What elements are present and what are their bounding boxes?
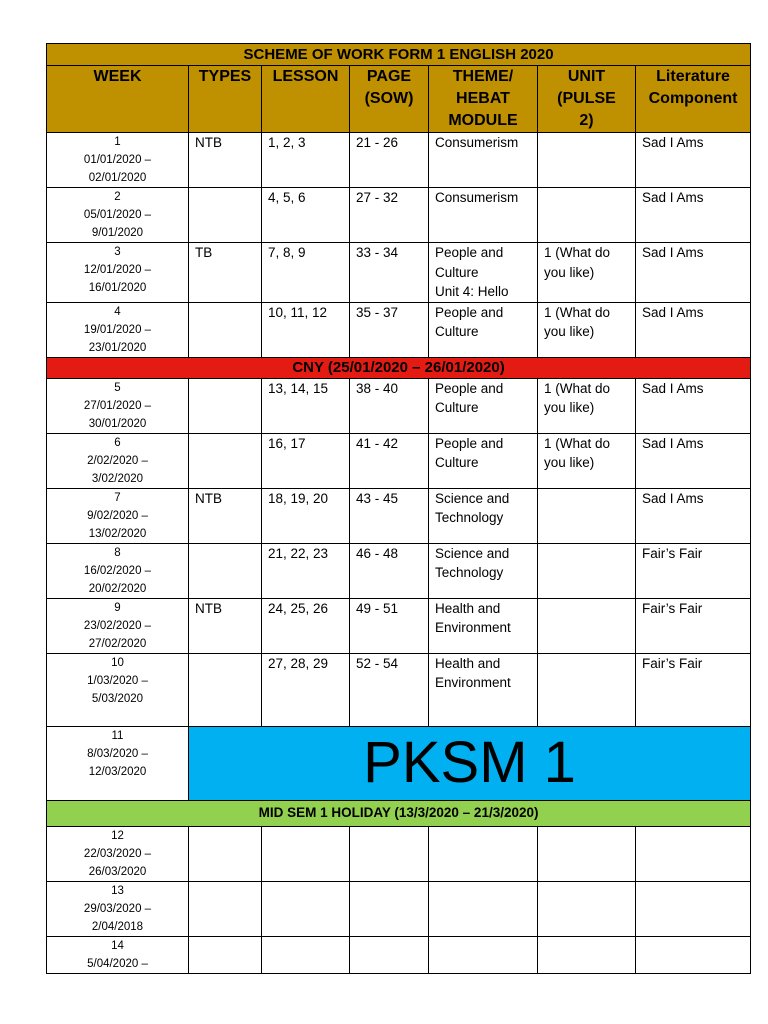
lesson-cell — [262, 302, 350, 357]
theme-cell — [429, 433, 538, 488]
cny-banner: CNY (25/01/2020 – 26/01/2020) — [47, 357, 751, 378]
cell-line: 8 — [114, 546, 121, 559]
cell-line: 2/04/2018 — [91, 920, 144, 933]
header-types: TYPES — [189, 66, 262, 133]
empty-cell — [189, 936, 262, 973]
cell-text: 33 - 34 — [356, 245, 399, 260]
table-row — [47, 598, 751, 653]
cell-line: People and — [435, 304, 504, 320]
scheme-of-work-table — [46, 43, 751, 974]
week-cell — [47, 133, 189, 188]
week-cell — [47, 826, 189, 881]
cell-text: Sad I Ams — [642, 380, 704, 396]
cell-text: Fair’s Fair — [642, 545, 703, 561]
cell-line: 12/01/2020 – — [83, 264, 152, 276]
empty-cell — [429, 881, 538, 936]
table-title: SCHEME OF WORK FORM 1 ENGLISH 2020 — [47, 44, 751, 66]
header-unit: UNIT (PULSE 2) — [538, 66, 636, 133]
page-cell — [350, 133, 429, 188]
empty-cell — [262, 881, 350, 936]
cell-line: 9/02/2020 – — [87, 509, 148, 522]
table-row — [47, 378, 751, 433]
literature-cell — [636, 433, 751, 488]
empty-cell — [189, 826, 262, 881]
header-literature: Literature Component — [636, 66, 751, 133]
empty-cell — [636, 881, 751, 936]
cell-line: 29/03/2020 – — [83, 902, 152, 915]
week-cell — [47, 488, 189, 543]
cell-line: 9/01/2020 — [91, 227, 144, 239]
cell-line: Consumerism — [435, 135, 519, 150]
theme-cell — [429, 543, 538, 598]
theme-cell — [429, 598, 538, 653]
cell-line: you like) — [544, 455, 595, 470]
cell-line: Culture — [435, 324, 479, 339]
literature-cell — [636, 302, 751, 357]
page-cell — [350, 598, 429, 653]
cell-line: 3 — [114, 246, 121, 258]
types-cell — [189, 433, 262, 488]
literature-cell — [636, 188, 751, 243]
cell-line: 11 — [111, 729, 124, 742]
unit-cell — [538, 188, 636, 243]
cell-text: 7, 8, 9 — [268, 245, 306, 260]
week-cell — [47, 188, 189, 243]
unit-cell — [538, 243, 636, 303]
week-cell — [47, 726, 189, 800]
cell-text: Fair’s Fair — [642, 600, 703, 616]
unit-cell — [538, 378, 636, 433]
table-row — [47, 936, 751, 973]
cell-line: 19/01/2020 – — [83, 323, 152, 336]
cell-line: Technology — [435, 510, 504, 525]
table-row — [47, 243, 751, 303]
week-cell — [47, 653, 189, 726]
cell-line: 5/04/2020 – — [87, 957, 148, 970]
cell-line: Health and — [435, 655, 501, 671]
lesson-cell — [262, 598, 350, 653]
lesson-cell — [262, 653, 350, 726]
cell-line: 27/01/2020 – — [83, 399, 152, 412]
week-cell — [47, 543, 189, 598]
cell-line: People and — [435, 380, 504, 396]
cell-line: Science and — [435, 545, 510, 561]
table-row — [47, 826, 751, 881]
theme-cell — [429, 653, 538, 726]
week-cell — [47, 302, 189, 357]
cell-line: 6 — [114, 436, 121, 449]
cell-line: 3/02/2020 — [91, 472, 144, 485]
cell-line: 26/03/2020 — [88, 865, 147, 878]
page-cell — [350, 302, 429, 357]
theme-cell — [429, 243, 538, 303]
header-page: PAGE (SOW) — [350, 66, 429, 133]
empty-cell — [189, 881, 262, 936]
cell-line: 13/02/2020 — [88, 527, 147, 540]
midsem-banner-row — [47, 800, 751, 826]
empty-cell — [262, 936, 350, 973]
cell-line: 30/01/2020 — [88, 417, 147, 430]
lesson-cell — [262, 543, 350, 598]
cell-text: 18, 19, 20 — [268, 490, 329, 506]
cell-line: 1 (What do — [544, 245, 611, 260]
cell-line: 12/03/2020 — [88, 765, 147, 778]
types-cell — [189, 302, 262, 357]
unit-cell — [538, 598, 636, 653]
literature-cell — [636, 243, 751, 303]
cell-text: Sad I Ams — [642, 490, 704, 506]
empty-cell — [636, 936, 751, 973]
cell-line: 23/01/2020 — [88, 341, 147, 354]
cell-text: NTB — [195, 600, 222, 616]
cell-line: 2/02/2020 – — [87, 454, 148, 467]
cny-banner-row — [47, 357, 751, 378]
cell-text: Sad I Ams — [642, 190, 704, 205]
types-cell — [189, 243, 262, 303]
table-row — [47, 653, 751, 726]
cell-text: 49 - 51 — [356, 600, 399, 616]
cell-line: 01/01/2020 – — [83, 154, 152, 166]
table-row — [47, 302, 751, 357]
types-cell — [189, 598, 262, 653]
cell-line: 1 (What do — [544, 304, 611, 320]
cell-text: NTB — [195, 490, 222, 506]
empty-cell — [350, 826, 429, 881]
cell-line: you like) — [544, 400, 595, 415]
types-cell — [189, 653, 262, 726]
unit-cell — [538, 133, 636, 188]
week-cell — [47, 598, 189, 653]
page-cell — [350, 653, 429, 726]
cell-line: Unit 4: Hello — [435, 284, 509, 299]
cell-text: 27, 28, 29 — [268, 655, 329, 671]
page-cell — [350, 433, 429, 488]
table-row — [47, 488, 751, 543]
cell-line: you like) — [544, 264, 595, 280]
types-cell — [189, 133, 262, 188]
cell-line: Technology — [435, 565, 504, 580]
cell-text: 21 - 26 — [356, 135, 399, 150]
cell-text: 16, 17 — [268, 435, 306, 451]
cell-text: Sad I Ams — [642, 304, 704, 320]
cell-line: 20/02/2020 — [88, 582, 147, 595]
cell-line: Environment — [435, 620, 511, 635]
cell-text: 10, 11, 12 — [268, 304, 328, 320]
cell-line: 05/01/2020 – — [83, 209, 152, 221]
cell-text: 21, 22, 23 — [268, 545, 329, 561]
cell-text: 52 - 54 — [356, 655, 399, 671]
cell-line: Culture — [435, 264, 479, 280]
cell-line: 22/03/2020 – — [83, 847, 152, 860]
cell-line: 1/03/2020 – — [87, 674, 148, 687]
header-week: WEEK — [47, 66, 189, 133]
types-cell — [189, 378, 262, 433]
types-cell — [189, 188, 262, 243]
cell-line: 5/03/2020 — [91, 692, 144, 705]
cell-line: 16/01/2020 — [88, 282, 147, 294]
cell-line: 5 — [114, 381, 121, 394]
cell-line: 23/02/2020 – — [83, 619, 152, 632]
table-row — [47, 881, 751, 936]
lesson-cell — [262, 433, 350, 488]
theme-cell — [429, 378, 538, 433]
pksm-row — [47, 726, 751, 800]
cell-line: 02/01/2020 — [88, 172, 147, 184]
cell-text: 43 - 45 — [356, 490, 399, 506]
cell-line: 8/03/2020 – — [87, 747, 148, 760]
unit-cell — [538, 488, 636, 543]
week-cell — [47, 243, 189, 303]
week-cell — [47, 433, 189, 488]
literature-cell — [636, 133, 751, 188]
cell-line: 16/02/2020 – — [83, 564, 152, 577]
cell-text: 38 - 40 — [356, 380, 399, 396]
theme-cell — [429, 133, 538, 188]
cell-text: 46 - 48 — [356, 545, 399, 561]
lesson-cell — [262, 243, 350, 303]
cell-text: Sad I Ams — [642, 245, 704, 260]
page-cell — [350, 543, 429, 598]
empty-cell — [350, 936, 429, 973]
cell-line: Health and — [435, 600, 501, 616]
page-cell — [350, 188, 429, 243]
cell-line: Science and — [435, 490, 510, 506]
literature-cell — [636, 598, 751, 653]
theme-cell — [429, 488, 538, 543]
cell-text: 4, 5, 6 — [268, 190, 306, 205]
pksm-banner: PKSM 1 — [189, 726, 751, 800]
literature-cell — [636, 653, 751, 726]
page-cell — [350, 243, 429, 303]
cell-line: 14 — [111, 939, 124, 952]
cell-line: 27/02/2020 — [88, 637, 147, 650]
theme-cell — [429, 302, 538, 357]
literature-cell — [636, 543, 751, 598]
table-row — [47, 543, 751, 598]
empty-cell — [538, 936, 636, 973]
literature-cell — [636, 378, 751, 433]
header-theme: THEME/ HEBAT MODULE — [429, 66, 538, 133]
unit-cell — [538, 433, 636, 488]
cell-line: Culture — [435, 400, 479, 415]
cell-text: 13, 14, 15 — [268, 380, 329, 396]
cell-line: Environment — [435, 675, 511, 690]
page-cell — [350, 378, 429, 433]
lesson-cell — [262, 488, 350, 543]
week-cell — [47, 881, 189, 936]
cell-line: you like) — [544, 324, 595, 339]
cell-text: 24, 25, 26 — [268, 600, 329, 616]
theme-cell — [429, 188, 538, 243]
cell-text: Sad I Ams — [642, 435, 704, 451]
empty-cell — [636, 826, 751, 881]
empty-cell — [262, 826, 350, 881]
table-row — [47, 133, 751, 188]
cell-line: Consumerism — [435, 190, 519, 205]
cell-line: 7 — [114, 491, 121, 504]
lesson-cell — [262, 378, 350, 433]
cell-text: Sad I Ams — [642, 135, 704, 150]
header-lesson: LESSON — [262, 66, 350, 133]
literature-cell — [636, 488, 751, 543]
cell-line: People and — [435, 435, 504, 451]
cell-line: Culture — [435, 455, 479, 470]
table-row — [47, 433, 751, 488]
lesson-cell — [262, 188, 350, 243]
midsem-banner: MID SEM 1 HOLIDAY (13/3/2020 – 21/3/2020) — [47, 800, 751, 826]
unit-cell — [538, 653, 636, 726]
cell-text: 1, 2, 3 — [268, 135, 306, 150]
unit-cell — [538, 543, 636, 598]
cell-text: TB — [195, 245, 213, 260]
cell-line: 1 (What do — [544, 380, 611, 396]
table-row — [47, 188, 751, 243]
cell-text: 27 - 32 — [356, 190, 399, 205]
types-cell — [189, 488, 262, 543]
header-row — [47, 66, 751, 133]
cell-line: 1 — [114, 136, 121, 148]
cell-line: 9 — [114, 601, 121, 614]
page-cell — [350, 488, 429, 543]
cell-line: 13 — [111, 884, 124, 897]
cell-text: 41 - 42 — [356, 435, 399, 451]
empty-cell — [538, 881, 636, 936]
empty-cell — [429, 936, 538, 973]
cell-line: 1 (What do — [544, 435, 611, 451]
empty-cell — [538, 826, 636, 881]
week-cell — [47, 378, 189, 433]
cell-line: People and — [435, 245, 504, 260]
unit-cell — [538, 302, 636, 357]
empty-cell — [350, 881, 429, 936]
week-cell — [47, 936, 189, 973]
cell-line: 10 — [111, 656, 124, 669]
cell-text: Fair’s Fair — [642, 655, 703, 671]
cell-line: 4 — [114, 305, 121, 318]
lesson-cell — [262, 133, 350, 188]
empty-cell — [429, 826, 538, 881]
cell-text: 35 - 37 — [356, 304, 399, 320]
types-cell — [189, 543, 262, 598]
cell-line: 12 — [111, 829, 124, 842]
cell-line: 2 — [114, 191, 121, 203]
cell-text: NTB — [195, 135, 222, 150]
